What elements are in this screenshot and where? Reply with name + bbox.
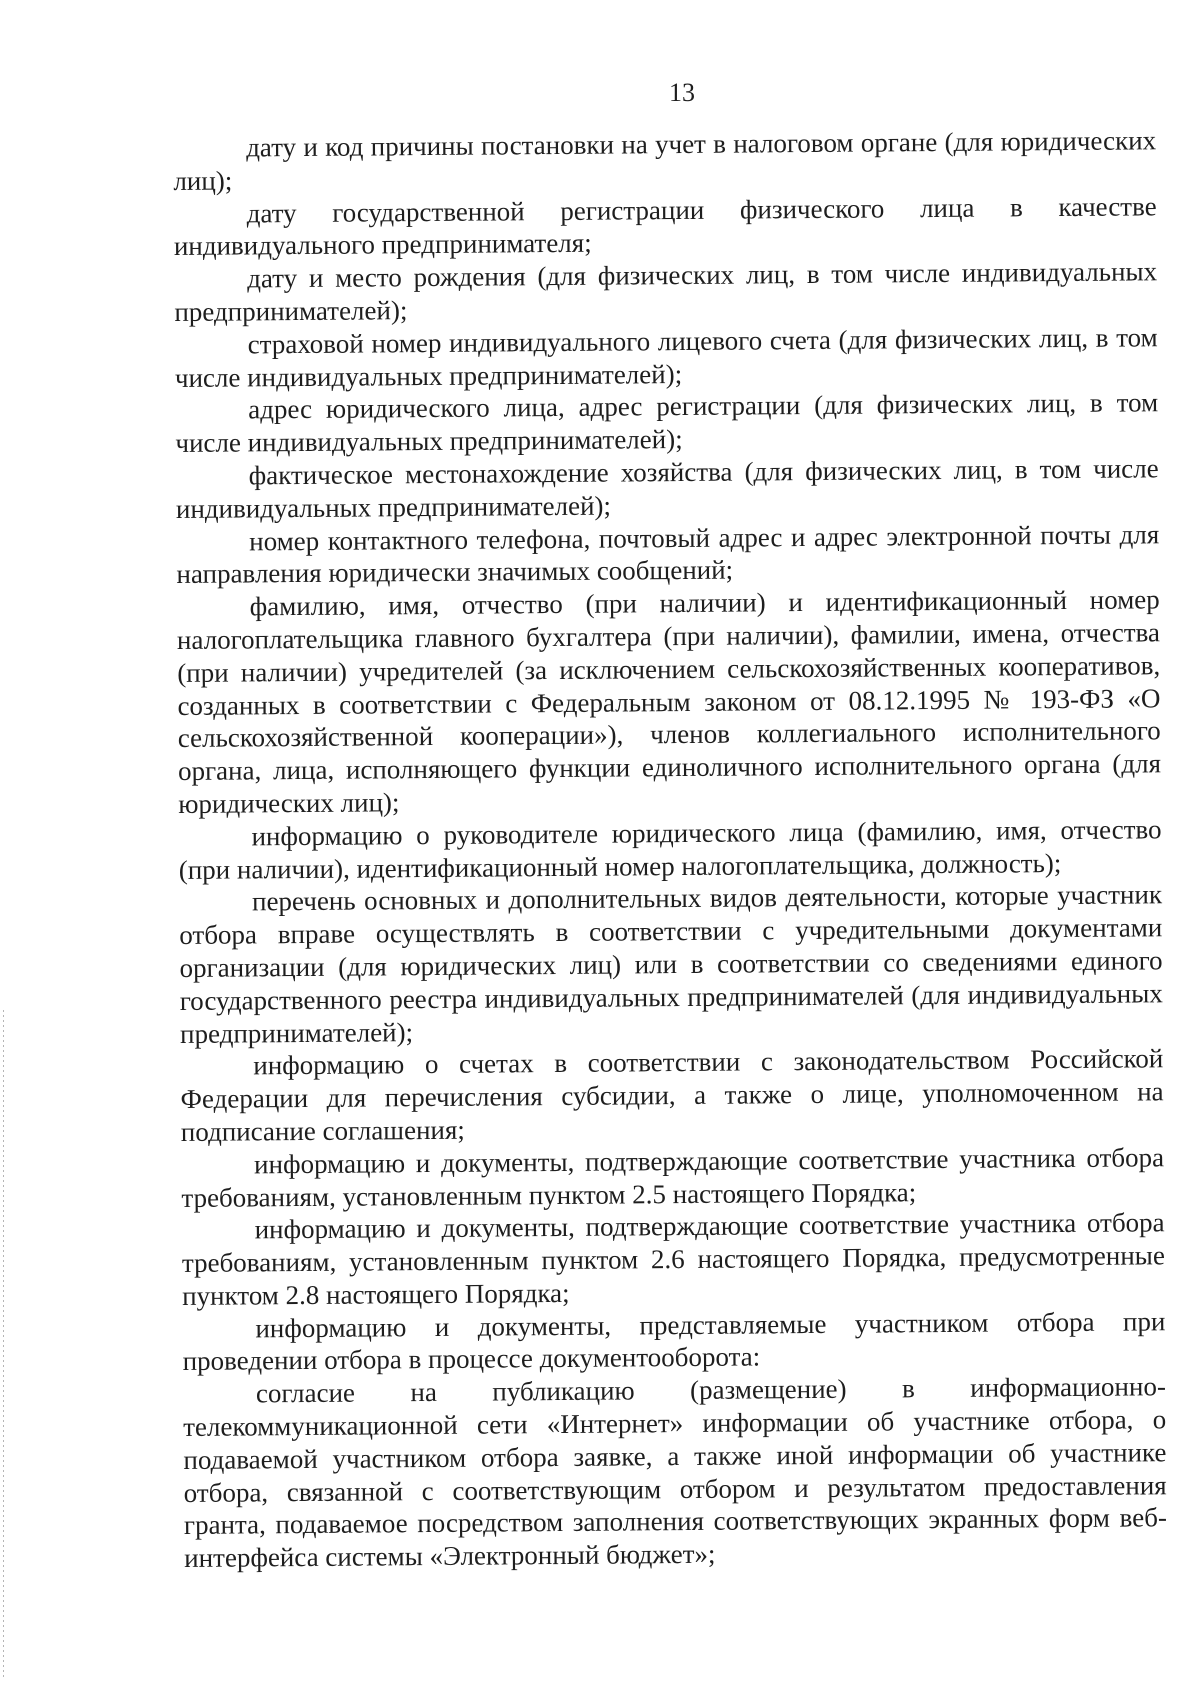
- paragraph-tax-registration: дату и код причины постановки на учет в налоговом органе (для юридических лиц);: [173, 125, 1157, 196]
- paragraph-legal-address: адрес юридического лица, адрес регистрации (для физических лиц, в том числе индивидуальных предпринимателей);: [175, 387, 1159, 459]
- paragraph-document-flow: информацию и документы, представляемые участником отбора при проведении отбора в процессе документооборота:: [182, 1305, 1166, 1377]
- page-number: 13: [669, 78, 695, 107]
- paragraph-publication-consent: согласие на публикацию (размещение) в информационно-телекоммуникационной сети «Интернет» информации об участнике отбора, о подаваемой участником отбора заявке, а также иной информации об участнике отбора, связанной с соответствующим отбором и результатом предоставления гранта, подаваемое посредством заполнения соответствующих экранных форм веб-интерфейса системы «Электронный бюджет»;: [183, 1371, 1168, 1574]
- paragraph-bank-accounts: информацию о счетах в соответствии с законодательством Российской Федерации для перечисления субсидии, а также о лице, уполномоченном на подписание соглашения;: [180, 1043, 1164, 1147]
- paragraph-head-information: информацию о руководителе юридического лица (фамилию, имя, отчество (при наличии), идентификационный номер налогоплательщика, должность);: [178, 813, 1162, 885]
- scan-edge-mark: [3, 1010, 4, 1680]
- paragraph-requirements-2-5: информацию и документы, подтверждающие соответствие участника отбора требованиям, установленным пунктом 2.5 настоящего Порядка;: [181, 1141, 1165, 1213]
- paragraph-state-registration-date: дату государственной регистрации физического лица в качестве индивидуального предпринимателя;: [173, 190, 1157, 262]
- paragraph-insurance-number: страховой номер индивидуального лицевого счета (для физических лиц, в том числе индивидуальных предпринимателей);: [174, 322, 1158, 393]
- paragraph-requirements-2-6: информацию и документы, подтверждающие соответствие участника отбора требованиям, установленным пунктом 2.6 настоящего Порядка, предусмотренные пунктом 2.8 настоящего Порядка;: [181, 1207, 1165, 1311]
- paragraph-accountant-founders: фамилию, имя, отчество (при наличии) и идентификационный номер налогоплательщика главного бухгалтера (при наличии), фамилии, имена, отчества (при наличии) учредителей (за исключением сельскохозяйственных кооперативов, созданных в соответствии с Федеральным законом от 08.12.1995 № 193-ФЗ «О сельскохозяйственной кооперации»), членов коллегиального исполнительного органа, лица, исполняющего функции единоличного исполнительного органа (для юридических лиц);: [176, 584, 1162, 819]
- document-body: [173, 124, 1167, 1575]
- paragraph-actual-location: фактическое местонахождение хозяйства (для физических лиц, в том числе индивидуальных предпринимателей);: [175, 453, 1159, 524]
- paragraph-activity-types: перечень основных и дополнительных видов деятельности, которые участник отбора вправе осуществлять в соответствии с учредительными документами организации (для юридических лиц) или в соответствии со сведениями единого государственного реестра индивидуальных предпринимателей (для индивидуальных предпринимателей);: [179, 879, 1163, 1049]
- paragraph-birth-date-place: дату и место рождения (для физических лиц, в том числе индивидуальных предпринимателей);: [174, 256, 1158, 327]
- paragraph-contact-details: номер контактного телефона, почтовый адрес и адрес электронной почты для направления юридически значимых сообщений;: [176, 518, 1160, 590]
